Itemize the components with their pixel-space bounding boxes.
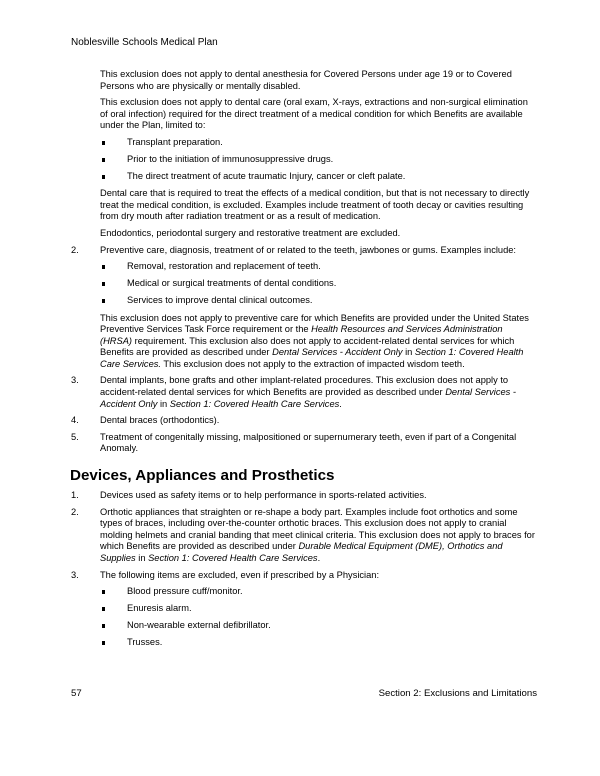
paragraph: This exclusion does not apply to dental care (oral exam, X-rays, extractions and non-surgical elimination of oral infection) required for the direct treatment of a medical condition for which Benefits are available under the Plan, limited to: (100, 97, 528, 131)
numbered-item: 2. Orthotic appliances that straighten or re-shape a body part. Examples include foot orthotics and some types of braces, including over-the-counter orthotic braces. This exclusion does not apply to cranial molding helmets and cranial banding that meet clinical criteria. This exclusion does not apply to braces for which Benefits are provided as described under Durable Medical Equipment (DME), Orthotics and Supplies in Section 1: Covered Health Care Services. (71, 506, 535, 563)
paragraph: This exclusion does not apply to dental anesthesia for Covered Persons under age 19 or to Covered Persons who are physically or mentally disabled. (100, 69, 512, 91)
bullet-icon (102, 282, 105, 286)
list-item: Non-wearable external defibrillator. (71, 620, 537, 632)
numbered-item: 1. Devices used as safety items or to help performance in sports-related activities. (71, 490, 427, 501)
bullet-icon (102, 299, 105, 303)
footer-section: Section 2: Exclusions and Limitations (378, 688, 537, 699)
page-number: 57 (71, 688, 82, 699)
paragraph: Endodontics, periodontal surgery and restorative treatment are excluded. (100, 228, 401, 239)
section-heading: Devices, Appliances and Prosthetics (70, 467, 335, 485)
list-item: Removal, restoration and replacement of teeth. (71, 261, 537, 273)
bullet-icon (102, 141, 105, 145)
list-item: Enuresis alarm. (71, 603, 537, 615)
list-item: Transplant preparation. (71, 137, 537, 149)
numbered-item: 2. Preventive care, diagnosis, treatment of or related to the teeth, jawbones or gums. Examples include: (71, 244, 516, 255)
item-number: 2. (71, 244, 79, 255)
item-number: 3. (71, 375, 79, 386)
bullet-icon (102, 641, 105, 645)
bullet-icon (102, 590, 105, 594)
bullet-icon (102, 158, 105, 162)
list-item: Blood pressure cuff/monitor. (71, 586, 537, 598)
list-item: Prior to the initiation of immunosuppressive drugs. (71, 154, 537, 166)
list-item: Trusses. (71, 637, 537, 649)
item-number: 4. (71, 415, 79, 426)
list-item: Services to improve dental clinical outcomes. (71, 295, 537, 307)
numbered-item: 3. The following items are excluded, even if prescribed by a Physician: (71, 569, 380, 580)
numbered-item: 4. Dental braces (orthodontics). (71, 415, 220, 426)
bullet-icon (102, 607, 105, 611)
bullet-icon (102, 624, 105, 628)
item-number: 1. (71, 490, 79, 501)
item-number: 2. (71, 506, 79, 517)
paragraph: This exclusion does not apply to preventive care for which Benefits are provided under the United States Preventive Services Task Force requirement or the Health Resources and Services Administration (HRSA) requirement. This exclusion also does not apply to accident-related dental services for which Benefits are provided as described under Dental Services - Accident Only in Section 1: Covered Health Care Services. This exclusion does not apply to the extraction of impacted wisdom teeth. (100, 312, 529, 369)
bullet-icon (102, 175, 105, 179)
page-content (71, 69, 537, 655)
item-number: 3. (71, 569, 79, 580)
numbered-item: 3. Dental implants, bone grafts and other implant-related procedures. This exclusion does not apply to accident-related dental services for which Benefits are provided as described under Dental Services - Accident Only in Section 1: Covered Health Care Services. (71, 375, 517, 409)
page-header: Noblesville Schools Medical Plan (71, 37, 218, 48)
bullet-icon (102, 265, 105, 269)
item-number: 5. (71, 431, 79, 442)
numbered-item: 5. Treatment of congenitally missing, malpositioned or supernumerary teeth, even if part of a Congenital Anomaly. (71, 431, 517, 454)
list-item: Medical or surgical treatments of dental conditions. (71, 278, 537, 290)
list-item: The direct treatment of acute traumatic Injury, cancer or cleft palate. (71, 171, 537, 183)
paragraph: Dental care that is required to treat the effects of a medical condition, but that is not necessary to directly treat the medical condition, is excluded. Examples include treatment of tooth decay or cavities resulting from dry mouth after radiation treatment or as a result of medication. (100, 188, 530, 222)
